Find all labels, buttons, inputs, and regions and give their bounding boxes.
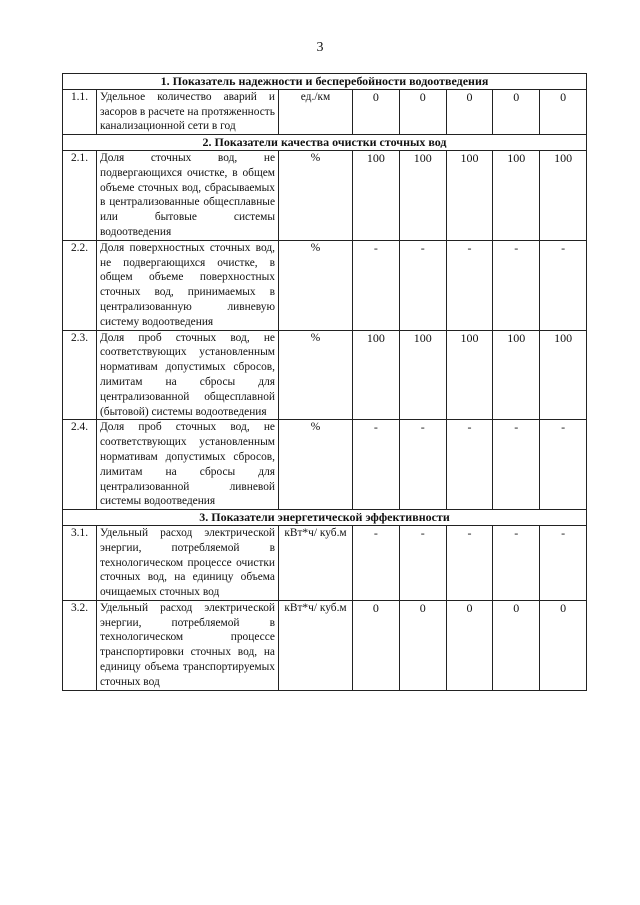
value-cell: 0 (446, 89, 493, 134)
section-title: 1. Показатель надежности и бесперебойности водоотведения (63, 74, 587, 90)
indicator-description: Доля проб сточных вод, не соответствующих установленным нормативам допустимых сбросов, лимитам на сбросы для централизованной ливневой системы водоотведения (97, 420, 279, 510)
value-cell: 100 (540, 330, 587, 420)
value-cell: 0 (540, 600, 587, 690)
value-cell: - (353, 240, 400, 330)
value-cell: - (446, 420, 493, 510)
value-cell: 100 (399, 330, 446, 420)
page-number: 3 (316, 40, 324, 55)
indicator-description: Доля поверхностных сточных вод, не подвергающихся очистке, в общем объеме поверхностных сточных вод, принимаемых в централизованную ливневую систему водоотведения (97, 240, 279, 330)
row-number: 3.2. (63, 600, 97, 690)
value-cell: 0 (399, 600, 446, 690)
value-cell: 100 (353, 150, 400, 240)
value-cell: 0 (353, 89, 400, 134)
indicator-description: Удельный расход электрической энергии, потребляемой в технологическом процессе транспортировки сточных вод, на единицу объема транспортируемых сточных вод (97, 600, 279, 690)
indicator-description: Удельный расход электрической энергии, потребляемой в технологическом процессе очистки сточных вод, на единицу объема очищаемых сточных вод (97, 525, 279, 600)
table-row (63, 89, 587, 134)
value-cell: 100 (446, 330, 493, 420)
value-cell: 100 (399, 150, 446, 240)
table-row (63, 420, 587, 510)
row-number: 1.1. (63, 89, 97, 134)
unit-of-measure: % (279, 420, 353, 510)
unit-of-measure: ед./км (279, 89, 353, 134)
unit-of-measure: % (279, 240, 353, 330)
unit-of-measure: % (279, 330, 353, 420)
value-cell: - (446, 240, 493, 330)
row-number: 2.2. (63, 240, 97, 330)
value-cell: 100 (353, 330, 400, 420)
value-cell: 100 (493, 330, 540, 420)
value-cell: 0 (399, 89, 446, 134)
value-cell: - (540, 420, 587, 510)
section-title: 3. Показатели энергетической эффективности (63, 510, 587, 526)
section-header-row (63, 135, 587, 151)
table-row (63, 240, 587, 330)
value-cell: - (399, 240, 446, 330)
indicators-table (62, 73, 587, 691)
indicator-description: Доля сточных вод, не подвергающихся очистке, в общем объеме сточных вод, сбрасываемых в централизованные общесплавные или бытовые системы водоотведения (97, 150, 279, 240)
value-cell: 0 (446, 600, 493, 690)
value-cell: - (493, 420, 540, 510)
table-row (63, 600, 587, 690)
unit-of-measure: кВт*ч/ куб.м (279, 525, 353, 600)
value-cell: - (353, 420, 400, 510)
value-cell: 100 (446, 150, 493, 240)
indicator-description: Удельное количество аварий и засоров в расчете на протяженность канализационной сети в год (97, 89, 279, 134)
unit-of-measure: % (279, 150, 353, 240)
row-number: 2.4. (63, 420, 97, 510)
value-cell: 100 (540, 150, 587, 240)
indicator-description: Доля проб сточных вод, не соответствующих установленным нормативам допустимых сбросов, лимитам на сбросы для централизованной общесплавной (бытовой) системы водоотведения (97, 330, 279, 420)
value-cell: 0 (353, 600, 400, 690)
value-cell: - (399, 525, 446, 600)
value-cell: - (493, 240, 540, 330)
table-row (63, 525, 587, 600)
value-cell: 0 (493, 89, 540, 134)
value-cell: - (493, 525, 540, 600)
table-row (63, 330, 587, 420)
value-cell: - (540, 525, 587, 600)
section-title: 2. Показатели качества очистки сточных вод (63, 135, 587, 151)
value-cell: 0 (493, 600, 540, 690)
row-number: 2.1. (63, 150, 97, 240)
table-row (63, 150, 587, 240)
value-cell: - (446, 525, 493, 600)
value-cell: - (540, 240, 587, 330)
row-number: 3.1. (63, 525, 97, 600)
value-cell: 100 (493, 150, 540, 240)
row-number: 2.3. (63, 330, 97, 420)
value-cell: - (353, 525, 400, 600)
section-header-row (63, 510, 587, 526)
unit-of-measure: кВт*ч/ куб.м (279, 600, 353, 690)
section-header-row (63, 74, 587, 90)
value-cell: - (399, 420, 446, 510)
value-cell: 0 (540, 89, 587, 134)
